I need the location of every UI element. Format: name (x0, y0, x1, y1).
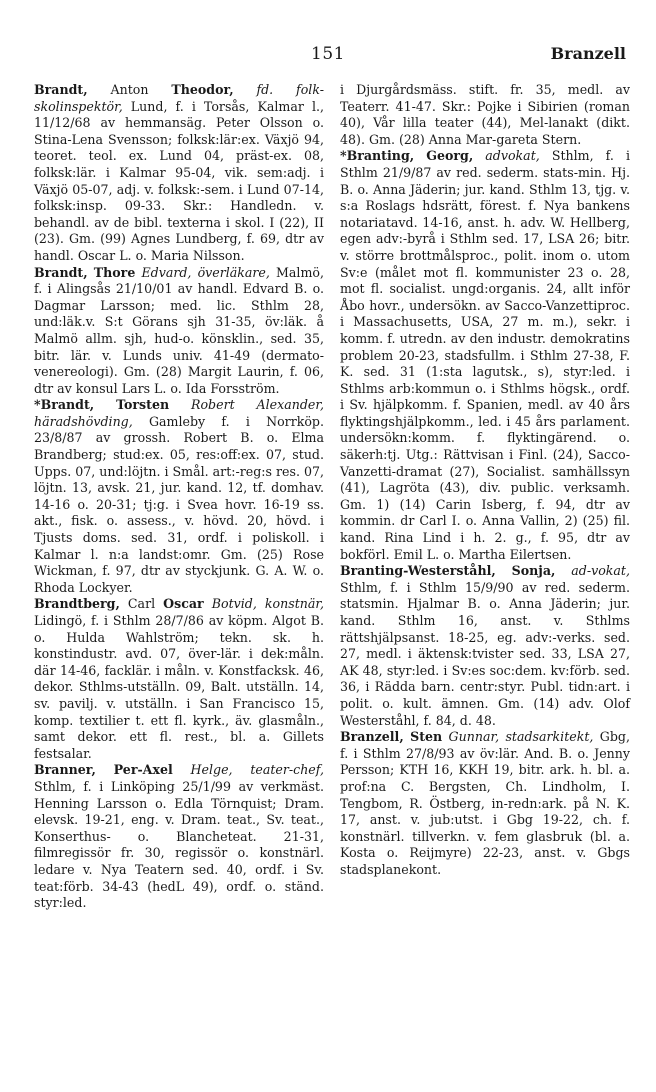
entry-branner-continued (340, 82, 630, 148)
entry-name (414, 148, 426, 163)
entry-brandt-torsten (34, 397, 324, 596)
entry-name: Anton (87, 82, 172, 97)
entry-body: Lidingö, f. i Sthlm 28/7/86 av köpm. Algot B. o. Hulda Wahlström; tekn. sk. h. konstindustr. avd. 07, över-lär. i dek:måln. där 14-46, facklär. i måln. v. Konstfacksk. 46, dekor. Sthlms-utställn. 09, Balt. utställn. 14, sv. pavilj. v. utställn. i San Francisco 15, komp. textilier t. ett fl. kyrk., äv. glasmåln., samt dekor. ett fl. rest., bl. a. Gillets festsalar. (34, 613, 324, 761)
entry-headword: Branting-Westerståhl, (340, 563, 496, 579)
page-header (30, 44, 626, 74)
entry-occupation: Helge, teater-chef, (172, 762, 324, 778)
entry-headword: *Branting, (340, 148, 415, 164)
entry-brandt-anton (34, 82, 324, 265)
entry-name (96, 762, 114, 777)
entry-body: Sthlm, f. i Sthlm 15/9/90 av red. sederm. statsmin. Hjalmar B. o. Anna Jäderin; jur. kand. Sthlm 16, anst. v. Sthlms rättshjälpsanst. 18-25, eg. adv:-verks. sed. 27, medl. i äktensk:tvister sed. 33, LSA 27, AK 48, styr:led. i Sv:es soc:dem. kv:förb. sed. 36, i Rädda barn. centr:styr. Publ. tidn:art. i polit. o. kult. ämnen. Gm. (14) adv. Olof Westerståhl, f. 84, d. 48. (340, 579, 630, 728)
entry-occupation: fd. folk-skolinspektör, (34, 82, 324, 114)
entry-given-name: Sonja, (511, 563, 556, 579)
entry-headword: Brandtberg, (34, 596, 120, 612)
entry-name (496, 563, 512, 578)
running-head: Branzell (550, 44, 626, 63)
entry-given-name: Georg, (426, 148, 474, 164)
entry-brandtberg-oscar (34, 596, 324, 762)
left-column (34, 82, 324, 912)
text-columns (34, 82, 630, 1072)
entry-headword: Brandt, (34, 82, 88, 97)
entry-headword: Branzell, (340, 729, 404, 745)
entry-given-name: Torsten (116, 397, 170, 413)
entry-branner-per-axel (34, 762, 324, 911)
entry-branzell-sten (340, 729, 630, 878)
entry-branting-westerstahl-sonja (340, 563, 630, 729)
entry-body: Sthlm, f. i Sthlm 21/9/87 av red. sederm. stats-min. Hj. B. o. Anna Jäderin; jur. kand. Sthlm 13, tjg. v. s:a Roslags hdsrätt, förest. f. Nya bankens notariatavd. 14-16, anst. h. adv. W. Hellberg, egen adv:-byrå i Sthlm sed. 17, LSA 26; bitr. v. större brottmålsproc., polit. inom o. utom Sv:e (målet mot fl. kommunister 23 o. 28, mot fl. socialist. ungd:organis. 24, allt inför Åbo hovr., undersökn. av Sacco-Vanzettiproc. i Massachusetts, USA, 27 m. m.), sekr. i komm. f. utredn. av den industr. demokratins problem 20-23, stadsfullm. i Sthlm 27-38, F. K. sed. 31 (1:sta lagutsk., s), styr:led. i Sthlms arb:kommun o. i Sthlms högsk., ordf. i Sv. hjälpkomm. f. Spanien, medl. av 40 års flyktingshjälpkomm., led. i 45 års parlament. undersökn:komm. f. flyktingärend. o. säkerh:tj. Utg.: Rättvisan i Finl. (24), Sacco-Vanzetti-dramat (27), Socialist. samhällssyn (41), Lagröta (43), div. public. verksamh. Gm. 1) (14) Carin Isberg, f. 94, dtr av kommin. dr Carl I. o. Anna Vallin, 2) (25) fil. kand. Rina Lind i h. 2. g., f. 95, dtr av bokförl. Emil L. o. Martha Eilertsen. (340, 148, 630, 562)
entry-occupation: ad-vokat, (555, 563, 630, 579)
entry-body: i Djurgårdsmäss. stift. fr. 35, medl. av Teaterr. 41-47. Skr.: Pojke i Sibirien (roman 40), Vår lilla teater (44), Mel-lanakt (dikt. 48). Gm. (28) Anna Mar-gareta Stern. (340, 82, 630, 147)
page-number: 151 (311, 44, 345, 64)
entry-occupation: advokat, (473, 148, 540, 164)
entry-occupation: Edvard, överläkare, (135, 264, 270, 280)
entry-given-name: Sten (410, 729, 443, 745)
entry-name: Carl (119, 596, 164, 612)
entry-occupation: Botvid, konstnär, (203, 596, 325, 612)
entry-body: Gamleby f. i Norrköp. 23/8/87 av grossh. Robert B. o. Elma Brandberg; stud:ex. 05, res:off:ex. 07, stud. Upps. 07, und:löjtn. i Smål. art:-reg:s res. 07, löjtn. 13, avsk. 21, jur. kand. 12, tf. domhav. 14-16 o. 20-31; tj:g. i Svea hovr. 16-19 ss. akt., fisk. o. assess., v. hövd. 20, hövd. i Tjusts doms. sed. 31, ordf. i poliskoll. i Kalmar l. n:a landst:omr. Gm. (25) Rose Wickman, f. 97, dtr av styckjunk. G. A. W. o. Rhoda Lockyer. (34, 413, 324, 595)
entry-body: Sthlm, f. i Linköping 25/1/99 av verkmäst. Henning Larsson o. Edla Törnquist; Dram. elevsk. 19-21, eng. v. Dram. teat., Sv. teat., Konserthus- o. Blancheteat. 21-31, filmregissör fr. 30, regissör o. konstnärl. ledare v. Nya Teatern sed. 40, ordf. i Sv. teat:förb. 34-43 (hedL 49), ordf. o. ständ. styr:led. (34, 778, 324, 911)
entry-occupation: Robert Alexander, häradshövding, (34, 397, 324, 429)
entry-headword: *Brandt, (34, 397, 95, 413)
entry-body: Gbg, f. i Sthlm 27/8/93 av öv:lär. And. B. o. Jenny Persson; KTH 16, KKH 19, bitr. ark. h. bl. a. prof:na C. Bergsten, Ch. Lindholm, I. Tengbom, R. Östberg, in-redn:ark. på N. K. 17, anst. v. jub:utst. i Gbg 19-22, ch. f. konstnärl. tillverkn. v. fem glasbruk (bl. a. Kosta o. Reijmyre) 22-23, anst. v. Gbgs stadsplanekont. (340, 729, 630, 877)
entry-headword: Brandt, (34, 264, 88, 280)
entry-occupation: Gunnar, stadsarkitekt, (442, 729, 594, 745)
entry-given-name: Theodor, (171, 82, 234, 97)
entry-given-name: Thore (93, 264, 136, 280)
entry-name (94, 397, 116, 412)
entry-body: Malmö, f. i Alingsås 21/10/01 av handl. Edvard B. o. Dagmar Larsson; med. lic. Sthlm 28, und:läk.v. S:t Görans sjh 31-35, öv:läk. å Malmö allm. sjh, hud-o. könsklin., sed. 35, bitr. lär. v. Lunds univ. 41-49 (dermato-venereologi). Gm. (28) Margit Laurin, f. 06, dtr av konsul Lars L. o. Ida Forsström. (34, 264, 324, 396)
entry-given-name: Oscar (163, 596, 204, 612)
entry-brandt-thore (34, 265, 324, 398)
entry-branting-georg (340, 148, 630, 563)
entry-given-name: Per-Axel (113, 762, 173, 778)
entry-body: Lund, f. i Torsås, Kalmar l., 11/12/68 av hemmansäg. Peter Olsson o. Stina-Lena Svensson; folksk:lär:ex. Växjö 94, teoret. teol. ex. Lund 04, präst-ex. 08, folksk:lär. i Kalmar 95-04, vik. sem:adj. i Växjö 05-07, adj. v. folksk:-sem. i Lund 07-14, folksk:insp. 09-33. Skr.: Handledn. v. behandl. av de bibl. texterna i skol. I (22), II (23). Gm. (99) Agnes Lundberg, f. 69, dtr av handl. Oscar L. o. Maria Nilsson. (34, 98, 324, 263)
right-column (340, 82, 630, 879)
entry-headword: Branner, (34, 762, 96, 778)
